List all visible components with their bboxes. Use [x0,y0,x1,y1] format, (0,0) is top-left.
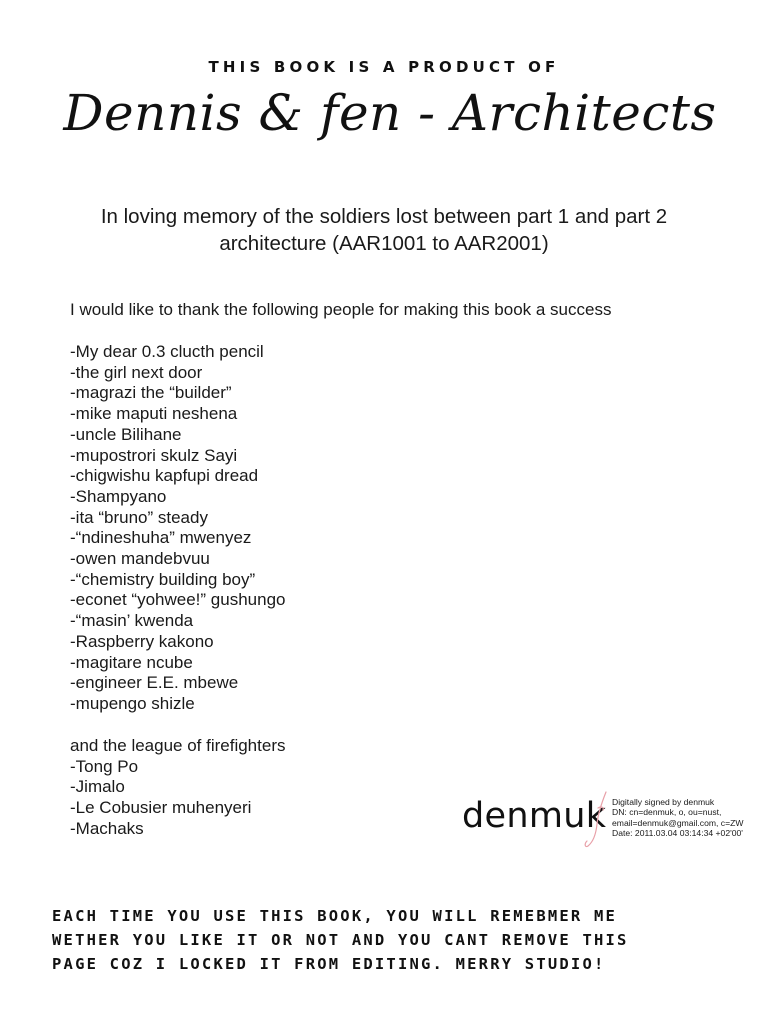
memorial-line-2: architecture (AAR1001 to AAR2001) [219,232,549,255]
list-item: -magrazi the “builder” [70,383,232,403]
list-item: -mupengo shizle [70,693,195,713]
memorial-text [0,203,768,257]
list-item: -ita “bruno” steady [70,507,208,527]
product-line: THIS BOOK IS A PRODUCT OF [208,58,560,76]
signature-scribble-icon [576,788,616,850]
list-item: -“ndineshuha” mwenyez [70,528,252,548]
footer-line-1: EACH TIME YOU USE THIS BOOK, YOU WILL REMEBMER ME [52,907,618,925]
list-item: -chigwishu kapfupi dread [70,466,259,486]
list-item: -Jimalo [70,777,125,797]
list-item: -Le Cobusier muhenyeri [70,798,252,818]
list-item: -Tong Po [70,756,139,776]
signature-detail-line: email=denmuk@gmail.com, c=ZW [612,817,744,828]
list-item: -My dear 0.3 clucth pencil [70,342,264,361]
list-item: -mupostrori skulz Sayi [70,445,238,465]
league-section [70,736,285,840]
signature-name: denmuk [462,796,607,836]
signature-detail-line: DN: cn=denmuk, o, ou=nust, [612,807,722,818]
thanks-intro: I would like to thank the following people for making this book a success [70,300,612,319]
footer-line-3: PAGE COZ I LOCKED IT FROM EDITING. MERRY STUDIO! [52,955,606,973]
list-item: -Raspberry kakono [70,631,214,651]
footer-line-2: WETHER YOU LIKE IT OR NOT AND YOU CANT REMOVE THIS [52,931,629,949]
digital-signature[interactable] [462,788,762,850]
people-list [70,342,285,715]
brand-title: Dennis & fen - Architects [63,84,717,142]
list-item: -engineer E.E. mbewe [70,673,239,693]
footer-message [52,904,762,976]
signature-detail-line: Digitally signed by denmuk [612,797,715,807]
list-item: -Shampyano [70,486,167,506]
league-list [70,757,285,840]
list-item: -“masin’ kwenda [70,611,194,631]
list-item: -Machaks [70,818,144,838]
list-item: -econet “yohwee!” gushungo [70,590,286,610]
league-title: and the league of firefighters [70,736,286,755]
list-item: -the girl next door [70,362,203,382]
signature-detail-line: Date: 2011.03.04 03:14:34 +02'00' [612,828,743,839]
list-item: -owen mandebvuu [70,549,210,569]
signature-details [612,797,743,839]
memorial-line-1: In loving memory of the soldiers lost between part 1 and part 2 [100,205,668,228]
list-item: -mike maputi neshena [70,404,238,424]
list-item: -uncle Bilihane [70,424,182,444]
list-item: -magitare ncube [70,652,193,672]
list-item: -“chemistry building boy” [70,569,256,589]
